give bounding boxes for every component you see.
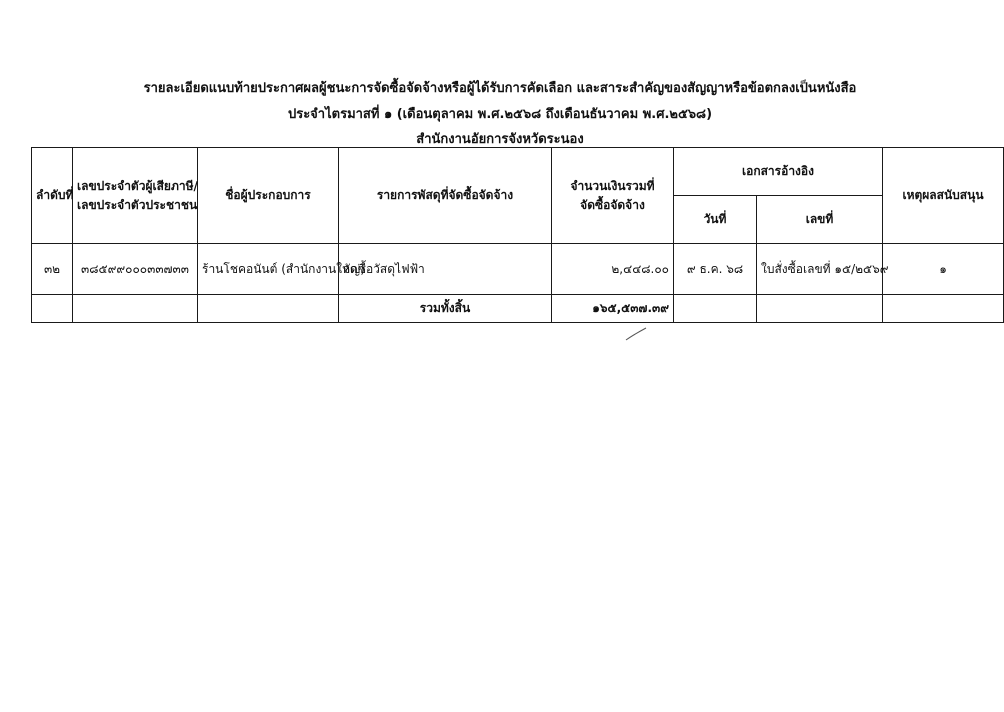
col-header-items: รายการพัสดุที่จัดซื้อจัดจ้าง <box>339 148 552 244</box>
col-header-ref-date: วันที่ <box>674 196 757 244</box>
col-header-reason: เหตุผลสนับสนุน <box>883 148 1004 244</box>
office-name: สำนักงานอัยการจังหวัดระนอง <box>416 132 584 147</box>
row-ref-date: ๙ ธ.ค. ๖๘ <box>674 244 757 295</box>
col-header-tax-id-line2: เลขประจำตัวประชาชน <box>77 197 198 212</box>
pen-mark-icon <box>624 326 648 342</box>
total-label: รวมทั้งสิ้น <box>339 295 552 323</box>
total-empty-cell <box>674 295 757 323</box>
header-row-top <box>32 148 1004 196</box>
col-header-tax-id <box>73 148 198 244</box>
row-ref-number: ใบสั่งซื้อเลขที่ ๑๕/๒๕๖๙ <box>757 244 883 295</box>
total-amount: ๑๖๕,๕๓๗.๓๙ <box>552 295 674 323</box>
procurement-table <box>31 147 1004 323</box>
col-header-ref-number: เลขที่ <box>757 196 883 244</box>
row-reason: ๑ <box>883 244 1004 295</box>
total-empty-cell <box>73 295 198 323</box>
quarter-period: ประจำไตรมาสที่ ๑ (เดือนตุลาคม พ.ศ.๒๕๖๘ ถึงเดือนธันวาคม พ.ศ.๒๕๖๘) <box>287 107 713 122</box>
row-amount: ๒,๔๔๘.๐๐ <box>552 244 674 295</box>
total-empty-cell <box>757 295 883 323</box>
col-header-amount-line1: จำนวนเงินรวมที่ <box>570 178 655 193</box>
document-title: รายละเอียดแนบท้ายประกาศผลผู้ชนะการจัดซื้อจัดจ้างหรือผู้ได้รับการคัดเลือก และสาระสำคัญของสัญญาหรือข้อตกลงเป็นหนังสือ <box>143 81 857 96</box>
table-row <box>32 244 1004 295</box>
total-row <box>32 295 1004 323</box>
row-tax-id: ๓๘๕๙๙๐๐๐๓๓๗๓๓ <box>73 244 198 295</box>
col-header-reference-docs: เอกสารอ้างอิง <box>674 148 883 196</box>
row-order: ๓๒ <box>32 244 73 295</box>
col-header-amount-line2: จัดซื้อจัดจ้าง <box>580 197 645 212</box>
total-empty-cell <box>883 295 1004 323</box>
col-header-amount <box>552 148 674 244</box>
col-header-vendor: ชื่อผู้ประกอบการ <box>198 148 339 244</box>
total-empty-cell <box>32 295 73 323</box>
row-vendor: ร้านโชคอนันต์ (สำนักงานใหญ่) <box>198 244 339 295</box>
col-header-tax-id-line1: เลขประจำตัวผู้เสียภาษี/ <box>77 178 198 193</box>
row-items: จัดซื้อวัสดุไฟฟ้า <box>339 244 552 295</box>
col-header-order: ลำดับที่ <box>32 148 73 244</box>
total-empty-cell <box>198 295 339 323</box>
